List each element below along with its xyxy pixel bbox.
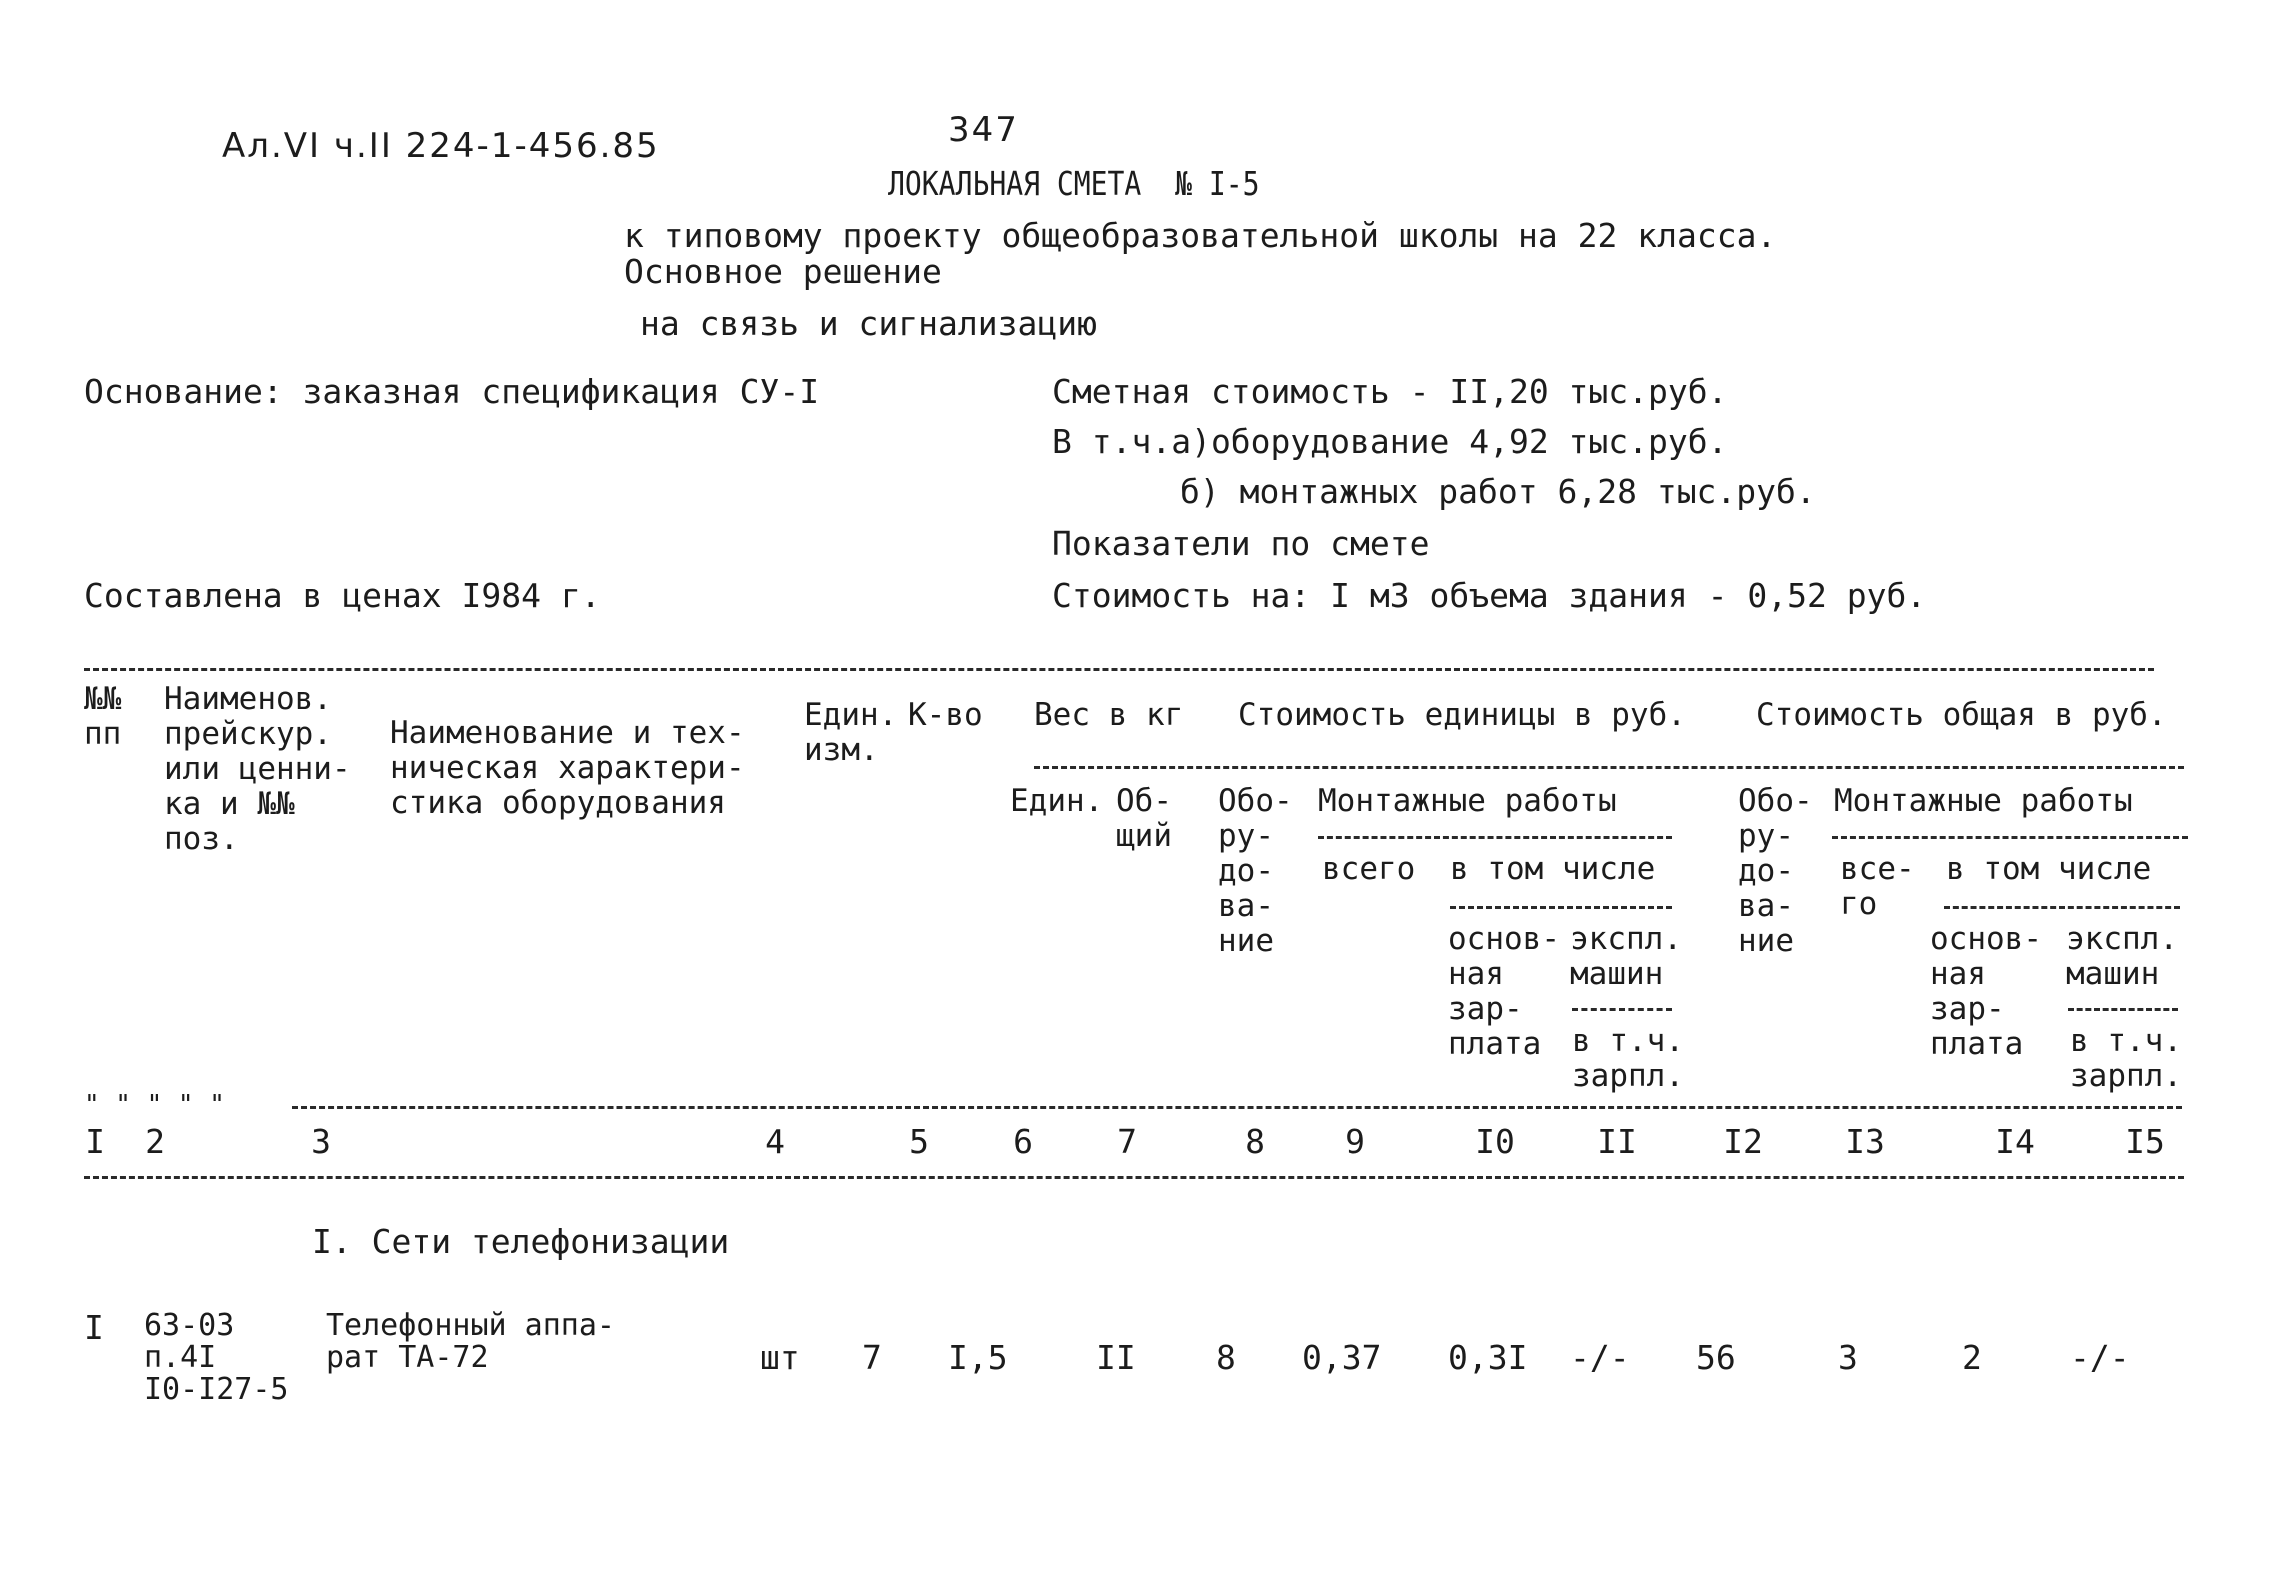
column-number: I3 [1845,1122,1885,1161]
row-total-install-salary: 2 [1962,1338,1982,1377]
row-quantity: 7 [862,1338,882,1377]
column-number: I0 [1475,1122,1515,1161]
install-header-rule-2 [1832,836,2188,839]
machines-rule-1 [1572,1008,1672,1011]
document-subtitle: к типовому проекту общеобразовательной школы на 22 класса. [624,216,1777,255]
incl-rule-1 [1450,906,1672,909]
column-number: 6 [1013,1122,1033,1161]
cost-header-rule [1034,766,2184,769]
header-unit-base-salary: основ- ная зар- плата [1448,921,1560,1062]
row-unit-install-machines: -/- [1570,1338,1630,1377]
row-weight-total: II [1096,1338,1136,1377]
row-weight-unit: I,5 [948,1338,1008,1377]
header-total-cost: Стоимость общая в руб. [1756,697,2167,733]
document-subtitle-3: на связь и сигнализацию [640,304,1097,343]
column-number: I5 [2125,1122,2165,1161]
header-total-base-salary: основ- ная зар- плата [1930,921,2042,1062]
column-number: I4 [1995,1122,2035,1161]
column-number: 8 [1245,1122,1265,1161]
install-header-rule-1 [1318,836,1672,839]
row-unit-equipment: 8 [1216,1338,1236,1377]
row-unit: шт [760,1338,800,1377]
column-number: 4 [765,1122,785,1161]
header-quantity: К-во [908,697,983,733]
header-total-incl-salary: в т.ч. зарпл. [2070,1023,2182,1094]
header-unit-including: в том числе [1450,851,1656,887]
equipment-cost: В т.ч.а)оборудование 4,92 тыс.руб. [1052,422,1728,461]
header-total-including: в том числе [1946,851,2152,887]
row-price-reference: 63-03 п.4I I0-I27-5 [144,1308,289,1407]
column-number: 7 [1117,1122,1137,1161]
prices-text: Составлена в ценах I984 г. [84,576,601,615]
header-bottom-rule [292,1106,2182,1109]
header-unit: Един. изм. [804,697,898,768]
header-weight: Вес в кг [1034,697,1184,733]
header-unit-install-total: всего [1322,851,1416,887]
archive-reference: Ал.VI ч.II 224-1-456.85 [222,126,660,166]
document-subtitle-2: Основное решение [624,252,942,291]
header-equipment-name: Наименование и тех- ническая характери- стика оборудования [390,715,745,821]
column-number: 9 [1345,1122,1365,1161]
header-weight-unit: Един. [1010,783,1104,819]
header-unit-incl-salary: в т.ч. зарпл. [1572,1023,1684,1094]
indicators-label: Показатели по смете [1052,524,1430,563]
row-total-install: 3 [1838,1338,1858,1377]
incl-rule-2 [1944,906,2180,909]
column-number: II [1597,1122,1637,1161]
header-total-install-total: все- го [1840,851,1915,922]
machines-rule-2 [2068,1008,2178,1011]
row-unit-install-salary: 0,3I [1448,1338,1528,1377]
header-weight-total: Об- щий [1116,783,1172,854]
page-number: 347 [948,110,1019,150]
header-row-number: №№ пп [84,681,122,752]
row-equipment-name: Телефонный аппа- рат ТА-72 [326,1308,615,1375]
row-total-install-machines: -/- [2070,1338,2130,1377]
column-number: I [85,1122,105,1161]
document-title: ЛОКАЛЬНАЯ СМЕТА № I-5 [888,164,1260,203]
header-unit-machines: экспл. машин [1570,921,1682,992]
section-title: I. Сети телефонизации [312,1222,730,1261]
estimated-cost: Сметная стоимость - II,20 тыс.руб. [1052,372,1728,411]
row-unit-install-total: 0,37 [1302,1338,1382,1377]
installation-cost: б) монтажных работ 6,28 тыс.руб. [1180,472,1816,511]
column-numbers-rule [84,1176,2184,1179]
header-total-installation: Монтажные работы [1834,783,2133,819]
header-price-reference: Наименов. прейскур. или ценни- ка и №№ поз. [164,681,351,857]
cost-per-volume: Стоимость на: I м3 объема здания - 0,52 руб. [1052,576,1927,615]
row-number: I [84,1308,104,1347]
header-unit-cost: Стоимость единицы в руб. [1238,697,1686,733]
header-unit-installation: Монтажные работы [1318,783,1617,819]
header-total-equipment: Обо- ру- до- ва- ние [1738,783,1813,959]
column-number: 3 [311,1122,331,1161]
basis-text: Основание: заказная спецификация СУ-I [84,372,820,411]
ditto-marks: " " " " " [84,1090,225,1120]
column-number: I2 [1723,1122,1763,1161]
table-top-rule [84,668,2154,671]
header-total-machines: экспл. машин [2066,921,2178,992]
column-number: 2 [145,1122,165,1161]
row-total-equipment: 56 [1696,1338,1736,1377]
column-number: 5 [909,1122,929,1161]
header-unit-equipment: Обо- ру- до- ва- ние [1218,783,1293,959]
